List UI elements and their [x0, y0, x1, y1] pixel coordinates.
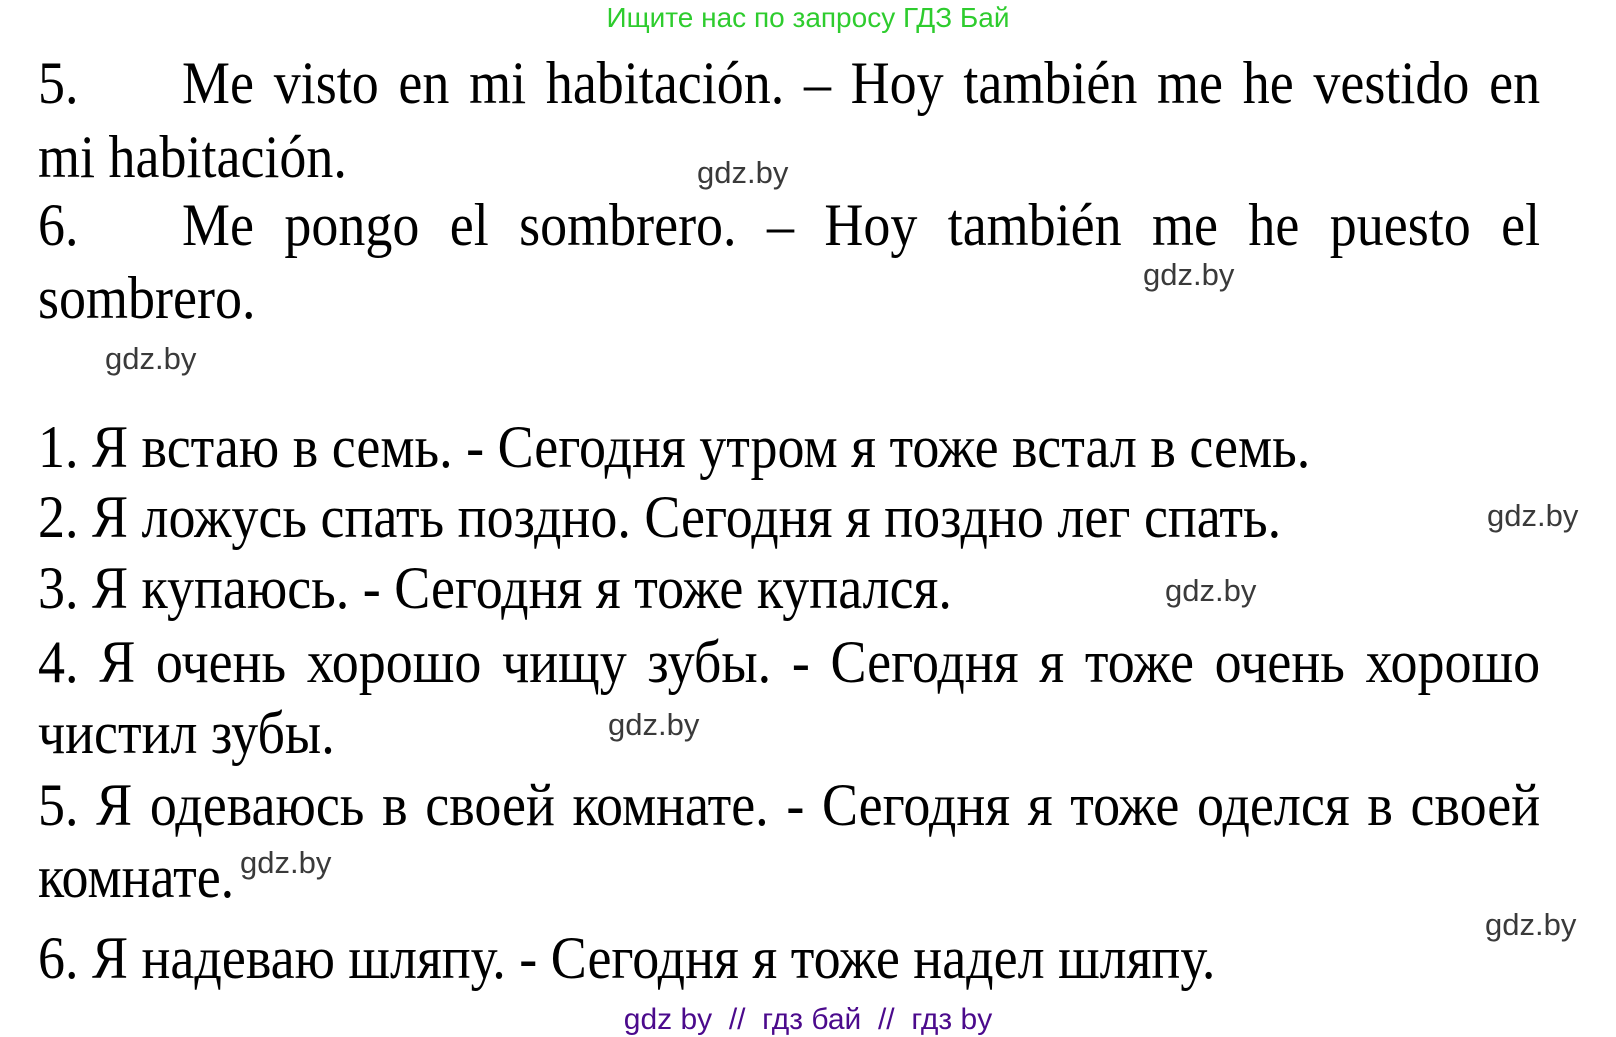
gdz-watermark-1: gdz.by [697, 155, 789, 190]
russian-item-6: 6. Я надеваю шляпу. - Сегодня я тоже надел шляпу. [38, 925, 1216, 991]
russian-item-5-line-2: комнате. [38, 844, 235, 910]
spanish-sentence-5: Me visto en mi habitación. – Hoy también me he vestido en [182, 50, 1541, 116]
footer-brand-text: gdz by // гдз бай // гдз by [623, 1003, 993, 1036]
russian-item-2: 2. Я ложусь спать поздно. Сегодня я поздно лег спать. [38, 484, 1282, 550]
promo-header-text: Ищите нас по запросу ГДЗ Бай [606, 2, 1010, 33]
gdz-watermark-8: gdz.by [1485, 907, 1577, 942]
russian-item-3: 3. Я купаюсь. - Сегодня я тоже купался. [38, 555, 952, 621]
gdz-watermark-2: gdz.by [1143, 257, 1235, 292]
russian-item-4-line-1: 4. Я очень хорошо чищу зубы. - Сегодня я тоже очень хорошо [38, 629, 1541, 695]
spanish-item-6-line-1 [38, 192, 1541, 258]
russian-item-1: 1. Я встаю в семь. - Сегодня утром я тоже встал в семь. [38, 414, 1311, 480]
spanish-sentence-6: Me pongo el sombrero. – Hoy también me he puesto el [182, 192, 1541, 258]
spanish-item-6-line-2: sombrero. [38, 265, 256, 331]
item-number-6: 6. [38, 192, 79, 258]
gdz-watermark-5: gdz.by [1165, 573, 1257, 608]
gdz-watermark-6: gdz.by [608, 707, 700, 742]
spanish-item-5-line-2: mi habitación. [38, 124, 347, 190]
item-number-5: 5. [38, 50, 79, 116]
gdz-watermark-3: gdz.by [105, 341, 197, 376]
gdz-watermark-4: gdz.by [1487, 498, 1579, 533]
gdz-watermark-7: gdz.by [240, 845, 332, 880]
russian-item-4-line-2: чистил зубы. [38, 700, 335, 766]
spanish-item-5-line-1 [38, 50, 1541, 116]
russian-item-5-line-1: 5. Я одеваюсь в своей комнате. - Сегодня я тоже оделся в своей [38, 772, 1541, 838]
